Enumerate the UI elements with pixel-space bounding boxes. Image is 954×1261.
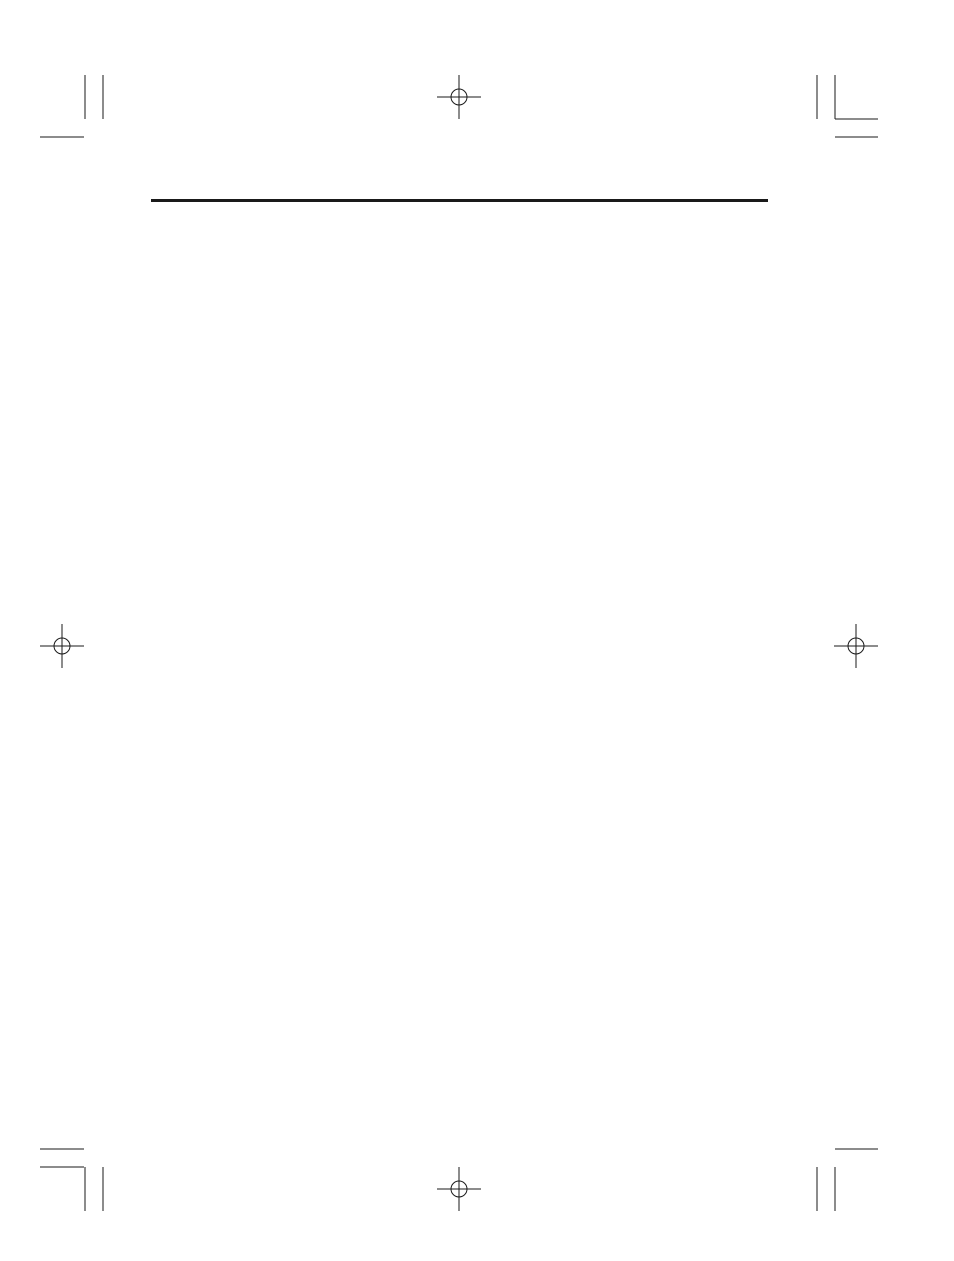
crosshair-top-icon <box>437 75 481 119</box>
crosshair-left-icon <box>40 624 84 668</box>
crosshair-bottom-icon <box>437 1167 481 1211</box>
title-rule <box>151 199 768 202</box>
crosshair-right-icon <box>834 624 878 668</box>
oil-viscosity-chart <box>260 415 640 645</box>
